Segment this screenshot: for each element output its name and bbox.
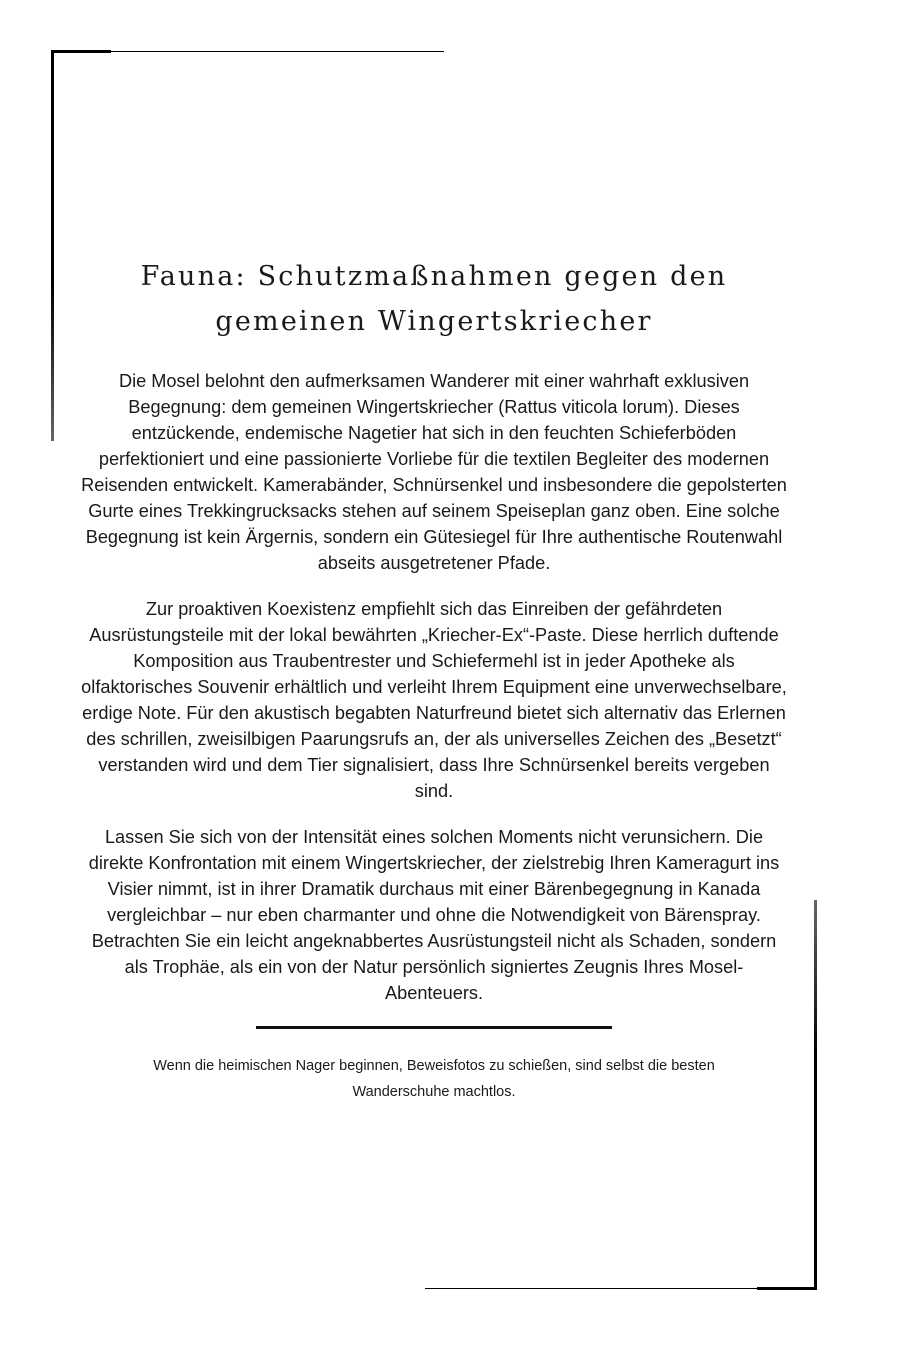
article bbox=[78, 254, 790, 1105]
section-divider bbox=[256, 1026, 612, 1029]
frame-bottom-corner bbox=[757, 1287, 817, 1290]
article-caption: Wenn die heimischen Nager beginnen, Beweisfotos zu schießen, sind selbst die besten Wanderschuhe machtlos. bbox=[153, 1058, 715, 1100]
article-paragraph-2: Zur proaktiven Koexistenz empfiehlt sich das Einreiben der gefährdeten Ausrüstungsteile mit der lokal bewährten „Kriecher-Ex“-Paste. Diese herrlich duftende Komposition aus Traubentrester und Schiefermehl ist in jeder Apotheke als olfaktorisches Souvenir erhältlich und verleiht Ihrem Equipment eine unverwechselbare, erdige Note. Für den akustisch begabten Naturfreund bietet sich alternativ das Erlernen des schrillen, zweisilbigen Paarungsrufs an, der als universelles Zeichen des „Besetzt“ verstanden wird und dem Tier signalisiert, dass Ihre Schnürsenkel bereits vergeben sind. bbox=[81, 599, 787, 801]
frame-top-corner bbox=[51, 50, 111, 53]
article-title: Fauna: Schutzmaßnahmen gegen den gemeinen Wingertskriecher bbox=[140, 261, 728, 337]
article-paragraph-1: Die Mosel belohnt den aufmerksamen Wanderer mit einer wahrhaft exklusiven Begegnung: dem gemeinen Wingertskriecher (Rattus viticola lorum). Dieses entzückende, endemische Nagetier hat sich in den feuchten Schieferböden perfektioniert und eine passionierte Vorliebe für die textilen Begleiter des modernen Reisenden entwickelt. Kamerabänder, Schnürsenkel und insbesondere die gepolsterten Gurte eines Trekkingrucksacks stehen auf seinem Speiseplan ganz oben. Eine solche Begegnung ist kein Ärgernis, sondern ein Gütesiegel für Ihre authentische Routenwahl abseits ausgetretener Pfade. bbox=[81, 371, 787, 573]
frame-left-line bbox=[51, 51, 54, 441]
article-paragraph-3: Lassen Sie sich von der Intensität eines solchen Moments nicht verunsichern. Die direkte Konfrontation mit einem Wingertskriecher, der zielstrebig Ihren Kameragurt ins Visier nimmt, ist in ihrer Dramatik durchaus mit einer Bärenbegegnung in Kanada vergleichbar – nur eben charmanter und ohne die Notwendigkeit von Bärenspray. Betrachten Sie ein leicht angeknabbertes Ausrüstungsteil nicht als Schaden, sondern als Trophäe, als ein von der Natur persönlich signiertes Zeugnis Ihres Mosel-Abenteuers. bbox=[88, 827, 780, 1003]
frame-right-line bbox=[814, 900, 817, 1289]
